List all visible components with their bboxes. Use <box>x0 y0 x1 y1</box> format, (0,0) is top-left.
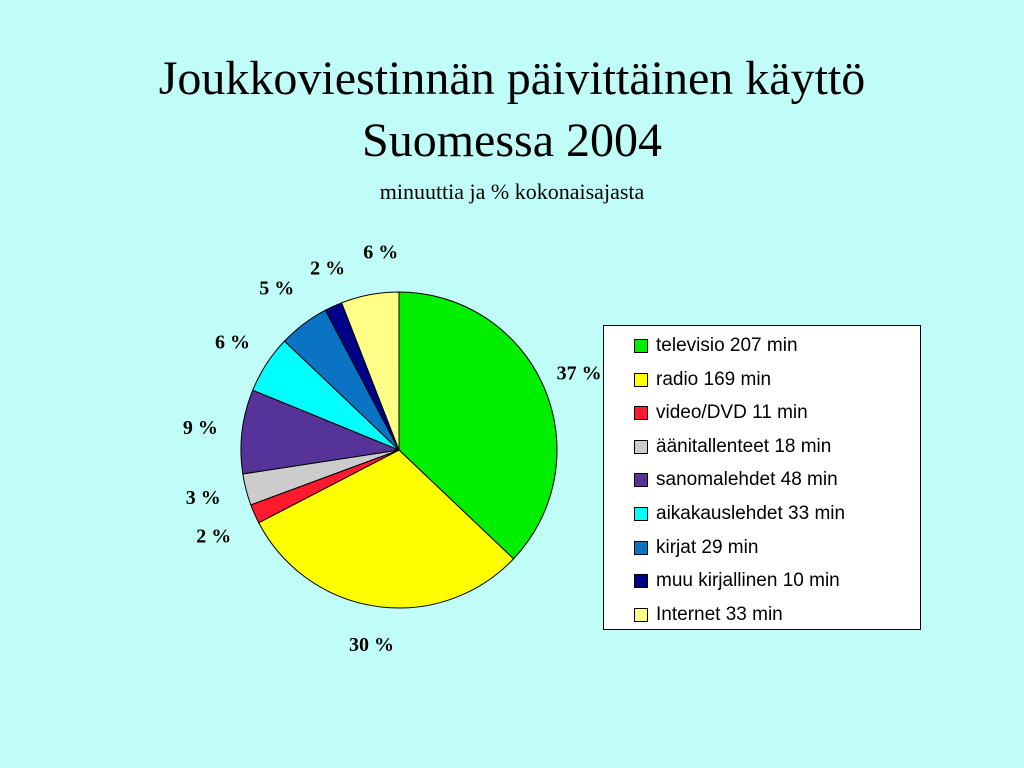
legend-label: aikakauslehdet 33 min <box>656 503 846 524</box>
legend-label: muu kirjallinen 10 min <box>656 570 840 592</box>
legend-swatch <box>634 373 648 387</box>
legend-item <box>634 435 831 459</box>
legend-item <box>634 536 758 560</box>
legend-label: äänitallenteet 18 min <box>656 435 832 457</box>
legend-swatch <box>634 473 648 487</box>
legend-swatch <box>634 507 648 521</box>
legend-label: Internet 33 min <box>656 603 783 625</box>
slice-percent-label: 6 % <box>214 331 250 354</box>
legend-item <box>634 334 798 358</box>
legend-label: radio 169 min <box>656 368 772 390</box>
legend-swatch <box>634 339 648 353</box>
legend-item <box>634 603 783 627</box>
legend-swatch <box>634 440 648 454</box>
slice-percent-label: 2 % <box>310 257 346 280</box>
legend-label: televisio 207 min <box>656 335 798 356</box>
legend-swatch <box>634 608 648 622</box>
legend-item <box>634 468 838 492</box>
legend-item <box>634 502 845 526</box>
slice-percent-label: 30 % <box>349 634 395 657</box>
slice-percent-label: 3 % <box>185 487 221 510</box>
slice-percent-label: 9 % <box>182 416 218 439</box>
slide-subtitle: minuuttia ja % kokonaisajasta <box>379 179 645 204</box>
slide-title-line1: Joukkoviestinnän päivittäinen käyttö <box>158 52 866 105</box>
slide-title-line2: Suomessa 2004 <box>362 114 662 167</box>
chart-legend <box>603 325 921 630</box>
slice-percent-label: 6 % <box>363 241 399 264</box>
legend-swatch <box>634 406 648 420</box>
legend-swatch <box>634 574 648 588</box>
legend-swatch <box>634 541 648 555</box>
legend-item <box>634 401 808 425</box>
slice-percent-label: 5 % <box>259 277 295 300</box>
legend-label: video/DVD 11 min <box>656 402 808 424</box>
legend-item <box>634 368 771 392</box>
legend-item <box>634 569 840 593</box>
slice-percent-label: 37 % <box>556 362 602 385</box>
legend-label: kirjat 29 min <box>656 536 759 558</box>
legend-label: sanomalehdet 48 min <box>656 469 838 491</box>
slice-percent-label: 2 % <box>196 525 232 548</box>
